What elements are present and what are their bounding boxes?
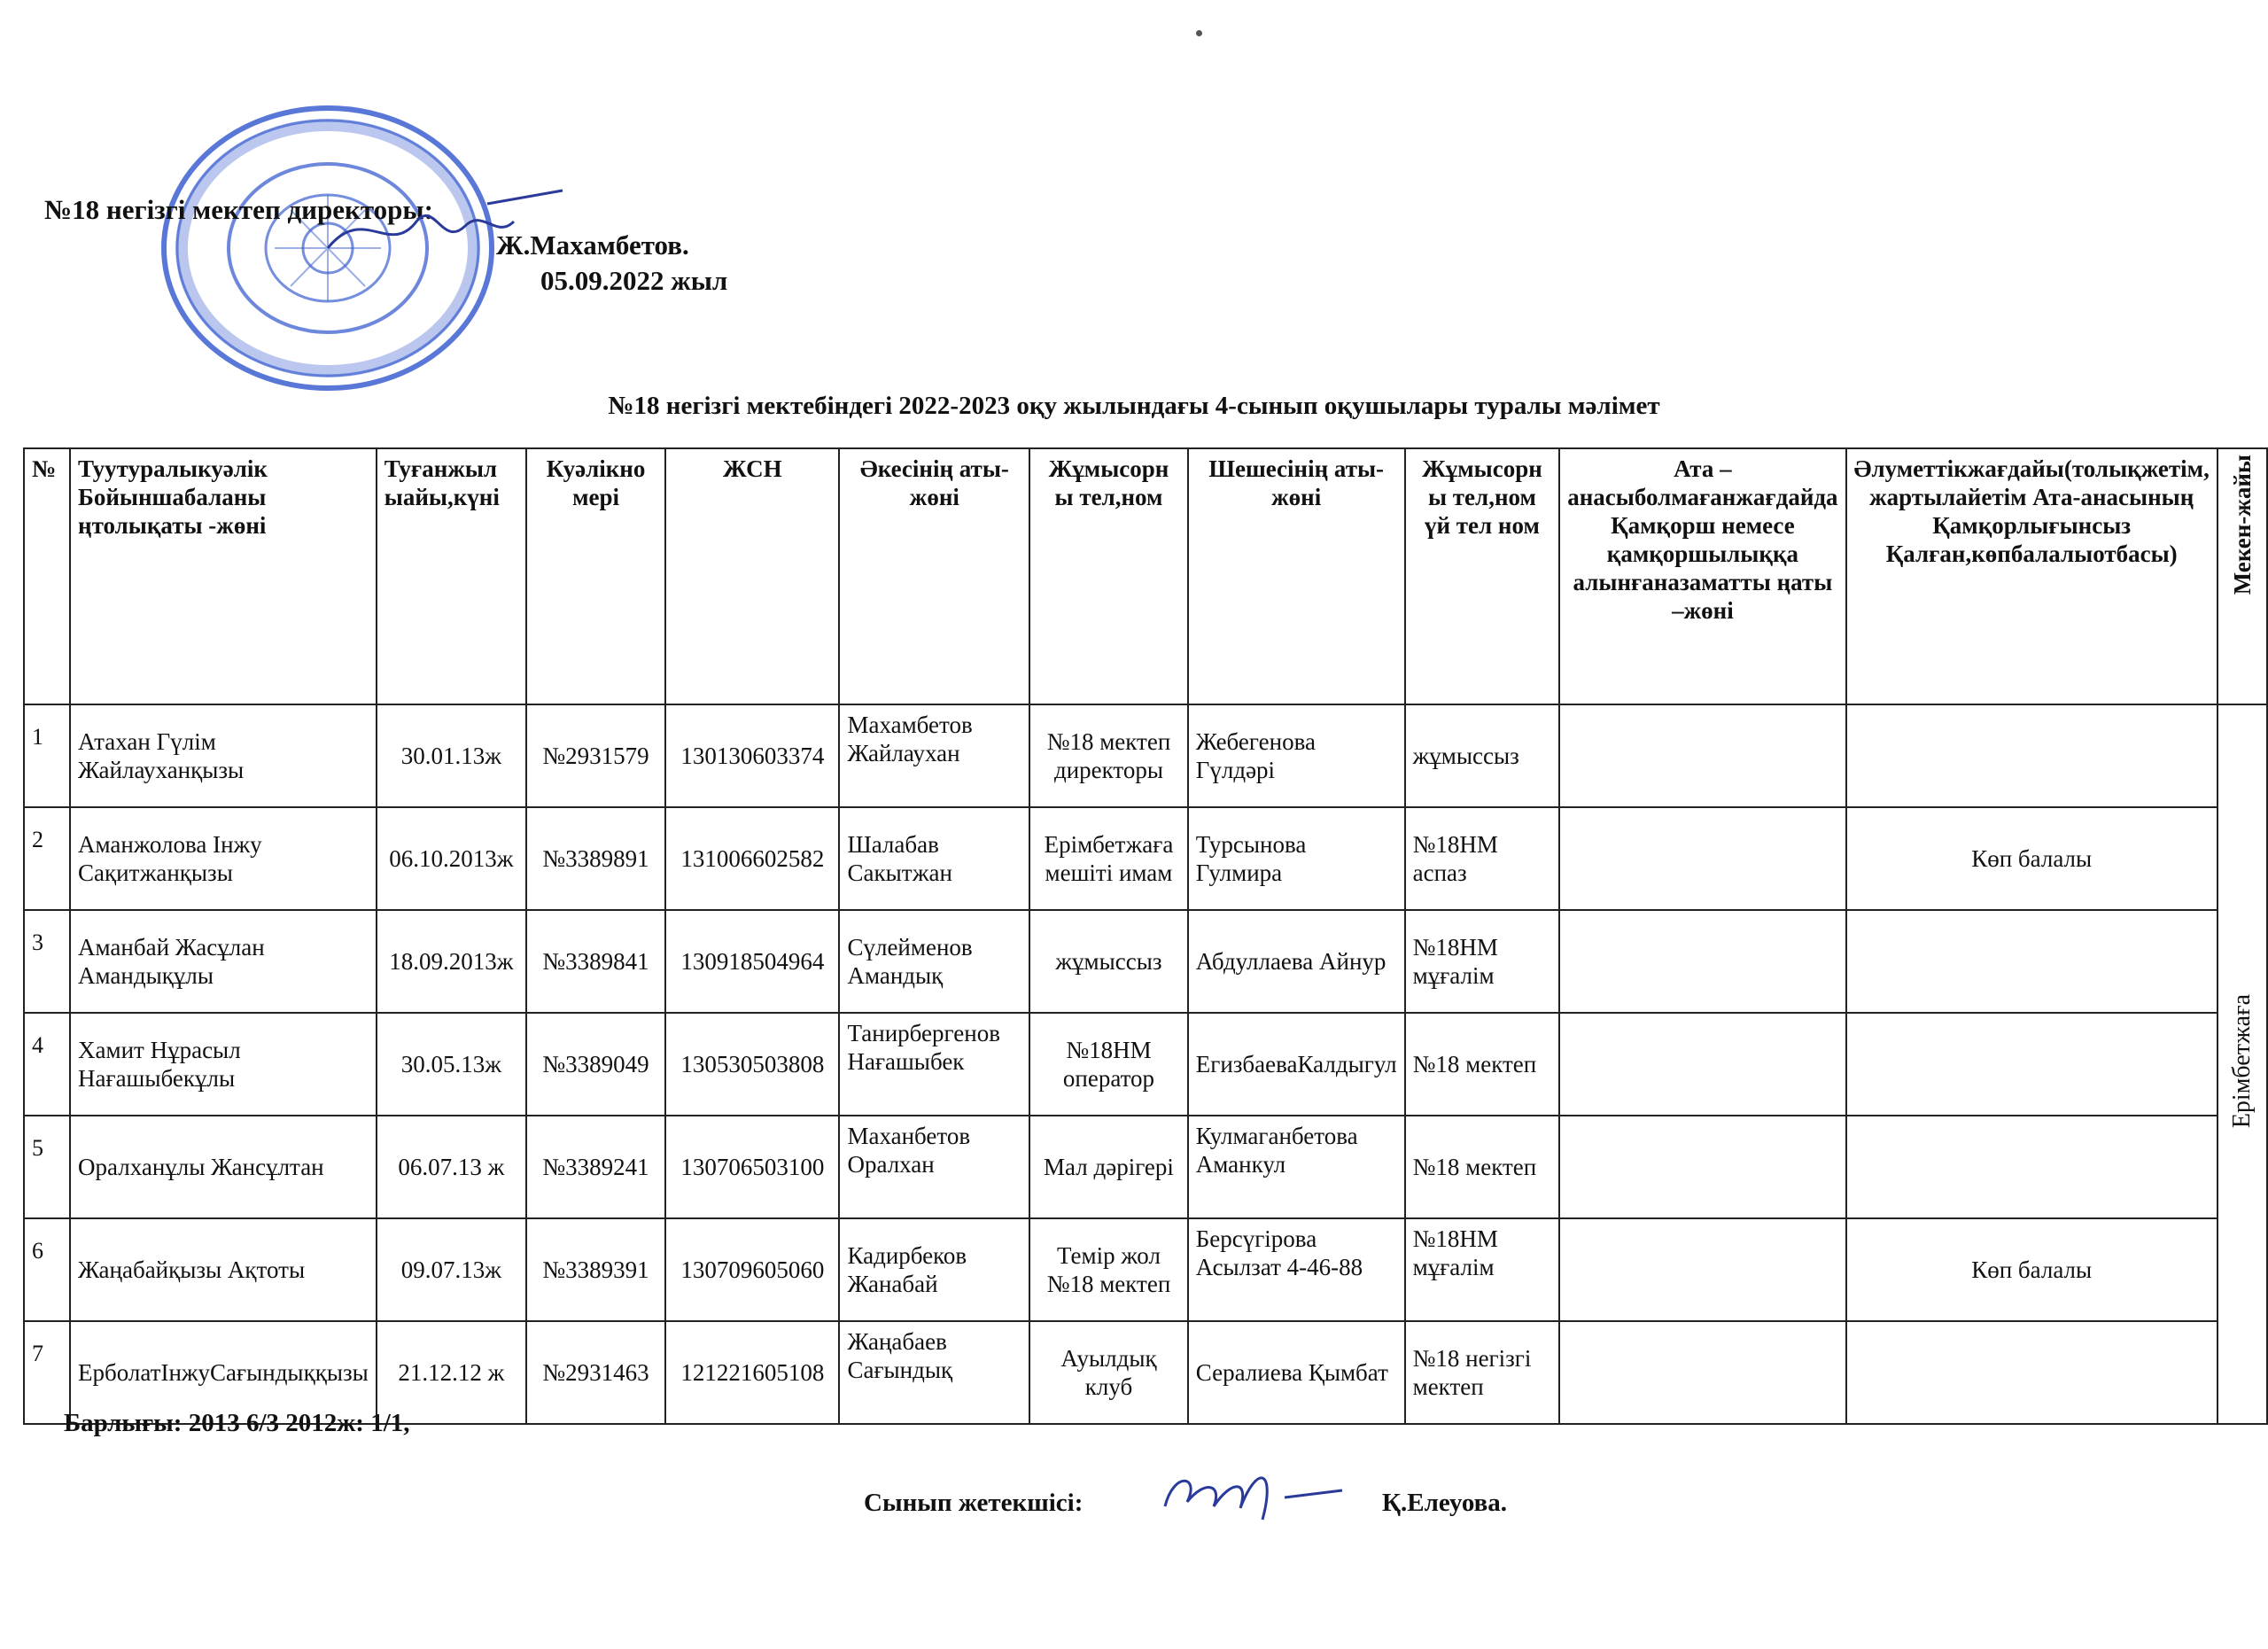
cell-mother-work: №18 мектеп — [1405, 1013, 1560, 1116]
cell-mother-work: №18НМ мұғалім — [1405, 910, 1560, 1013]
cell-guardian — [1559, 807, 1845, 910]
cell-guardian — [1559, 704, 1845, 807]
cell-father-work: Мал дәрігері — [1029, 1116, 1188, 1218]
cell-dob: 21.12.12 ж — [377, 1321, 526, 1424]
cell-dob: 06.10.2013ж — [377, 807, 526, 910]
scan-mark — [1196, 30, 1202, 36]
cell-cert: №3389241 — [526, 1116, 665, 1218]
cell-no: 5 — [24, 1116, 70, 1218]
cell-iin: 130918504964 — [665, 910, 839, 1013]
cell-mother: Турсынова Гулмира — [1188, 807, 1405, 910]
director-name: Ж.Махамбетов. — [496, 229, 689, 261]
col-header-social: Әлуметтікжағдайы(толықжетім, жартылайетім Ата-анасының Қамқорлығынсыз Қалған,көпбалалыотбасы) — [1846, 448, 2218, 704]
cell-name: Жаңабайқызы Ақтоты — [70, 1218, 377, 1321]
class-teacher-name: Қ.Елеуова. — [1382, 1489, 1508, 1517]
cell-name: Оралханұлы Жансұлтан — [70, 1116, 377, 1218]
cell-social: Көп балалы — [1846, 807, 2218, 910]
cell-father: Махамбетов Жайлаухан — [839, 704, 1029, 807]
approval-date: 05.09.2022 жыл — [540, 265, 728, 296]
col-header-dob: Туғанжыл ыайы,күні — [377, 448, 526, 704]
cell-mother: Кулмаганбетова Аманкул — [1188, 1116, 1405, 1218]
cell-father: Шалабав Сакытжан — [839, 807, 1029, 910]
cell-mother: Сералиева Қымбат — [1188, 1321, 1405, 1424]
col-header-no: № — [24, 448, 70, 704]
cell-social — [1846, 1321, 2218, 1424]
table-row — [24, 1013, 2267, 1116]
cell-social — [1846, 1116, 2218, 1218]
col-header-name: Туутуралыкуәлік Бойыншабаланы ңтолықаты -жөні — [70, 448, 377, 704]
cell-father: Маханбетов Оралхан — [839, 1116, 1029, 1218]
cell-name: Аманбай Жасұлан Амандықұлы — [70, 910, 377, 1013]
cell-iin: 130706503100 — [665, 1116, 839, 1218]
cell-social — [1846, 704, 2218, 807]
cell-father-work: №18НМ оператор — [1029, 1013, 1188, 1116]
cell-father-work: жұмыссыз — [1029, 910, 1188, 1013]
cell-dob: 06.07.13 ж — [377, 1116, 526, 1218]
cell-mother-work: №18 негізгі мектеп — [1405, 1321, 1560, 1424]
col-header-father-work: Жұмысорн ы тел,ном — [1029, 448, 1188, 704]
cell-guardian — [1559, 1321, 1845, 1424]
cell-cert: №3389891 — [526, 807, 665, 910]
cell-iin: 130130603374 — [665, 704, 839, 807]
col-header-guardian: Ата – анасыболмағанжағдайда Қамқорш немесе қамқоршылыққа алынғаназаматты ңаты –жөні — [1559, 448, 1845, 704]
col-header-mother: Шешесінің аты-жөні — [1188, 448, 1405, 704]
cell-dob: 30.01.13ж — [377, 704, 526, 807]
cell-name: Хамит Нұрасыл Нағашыбекұлы — [70, 1013, 377, 1116]
cell-father: Кадирбеков Жанабай — [839, 1218, 1029, 1321]
cell-father-work: Ерімбетжаға мешіті имам — [1029, 807, 1188, 910]
col-header-iin: ЖСН — [665, 448, 839, 704]
cell-cert: №3389841 — [526, 910, 665, 1013]
cell-mother-work: №18 мектеп — [1405, 1116, 1560, 1218]
table-row — [24, 1116, 2267, 1218]
teacher-signature — [1152, 1453, 1347, 1533]
cell-mother-work: №18НМ аспаз — [1405, 807, 1560, 910]
document-title: №18 негізгі мектебіндегі 2022-2023 оқу жылындағы 4-сынып оқушылары туралы мәлімет — [608, 392, 1660, 420]
cell-father-work: Темір жол №18 мектеп — [1029, 1218, 1188, 1321]
cell-no: 6 — [24, 1218, 70, 1321]
cell-mother: Берсүгірова Асылзат 4-46-88 — [1188, 1218, 1405, 1321]
cell-mother: ЕгизбаеваКалдыгул — [1188, 1013, 1405, 1116]
class-teacher-label: Сынып жетекшісі: — [864, 1489, 1084, 1517]
cell-iin: 121221605108 — [665, 1321, 839, 1424]
cell-mother: Жебегенова Гүлдәрі — [1188, 704, 1405, 807]
cell-name: Аманжолова Інжу Сақитжанқызы — [70, 807, 377, 910]
cell-mother-work: №18НМ мұғалім — [1405, 1218, 1560, 1321]
cell-mother: Абдуллаева Айнур — [1188, 910, 1405, 1013]
cell-iin: 130530503808 — [665, 1013, 839, 1116]
cell-guardian — [1559, 1218, 1845, 1321]
cell-guardian — [1559, 1013, 1845, 1116]
table-header-row — [24, 448, 2267, 704]
cell-no: 1 — [24, 704, 70, 807]
cell-social — [1846, 1013, 2218, 1116]
cell-social: Көп балалы — [1846, 1218, 2218, 1321]
table-row — [24, 910, 2267, 1013]
col-header-cert: Куәлікно мері — [526, 448, 665, 704]
table-row — [24, 1218, 2267, 1321]
cell-father: Танирбергенов Нағашыбек — [839, 1013, 1029, 1116]
col-header-mother-work: Жұмысорн ы тел,ном үй тел ном — [1405, 448, 1560, 704]
total-summary: Барлығы: 2013 6/3 2012ж: 1/1, — [64, 1409, 410, 1437]
cell-address: Ерімбетжаға — [2218, 704, 2267, 1424]
table-row — [24, 807, 2267, 910]
cell-no: 4 — [24, 1013, 70, 1116]
cell-no: 3 — [24, 910, 70, 1013]
student-table — [23, 447, 2268, 1425]
cell-cert: №2931463 — [526, 1321, 665, 1424]
table-row — [24, 704, 2267, 807]
cell-father: Жаңабаев Сағындық — [839, 1321, 1029, 1424]
cell-dob: 09.07.13ж — [377, 1218, 526, 1321]
cell-iin: 131006602582 — [665, 807, 839, 910]
cell-cert: №3389391 — [526, 1218, 665, 1321]
cell-cert: №3389049 — [526, 1013, 665, 1116]
cell-name: Атахан Гүлім Жайлауханқызы — [70, 704, 377, 807]
cell-no: 2 — [24, 807, 70, 910]
cell-cert: №2931579 — [526, 704, 665, 807]
col-header-address: Мекен-жайы — [2218, 448, 2267, 704]
cell-no: 7 — [24, 1321, 70, 1424]
cell-social — [1846, 910, 2218, 1013]
col-header-father: Әкесінің аты-жөні — [839, 448, 1029, 704]
cell-mother-work: жұмыссыз — [1405, 704, 1560, 807]
cell-father: Сүлейменов Амандық — [839, 910, 1029, 1013]
cell-dob: 18.09.2013ж — [377, 910, 526, 1013]
director-title: №18 негізгі мектеп директоры: — [44, 194, 433, 225]
cell-name: ЕрболатІнжуСағындыққызы — [70, 1321, 377, 1424]
cell-guardian — [1559, 910, 1845, 1013]
cell-father-work: №18 мектеп директоры — [1029, 704, 1188, 807]
cell-dob: 30.05.13ж — [377, 1013, 526, 1116]
cell-guardian — [1559, 1116, 1845, 1218]
cell-father-work: Ауылдық клуб — [1029, 1321, 1188, 1424]
cell-iin: 130709605060 — [665, 1218, 839, 1321]
